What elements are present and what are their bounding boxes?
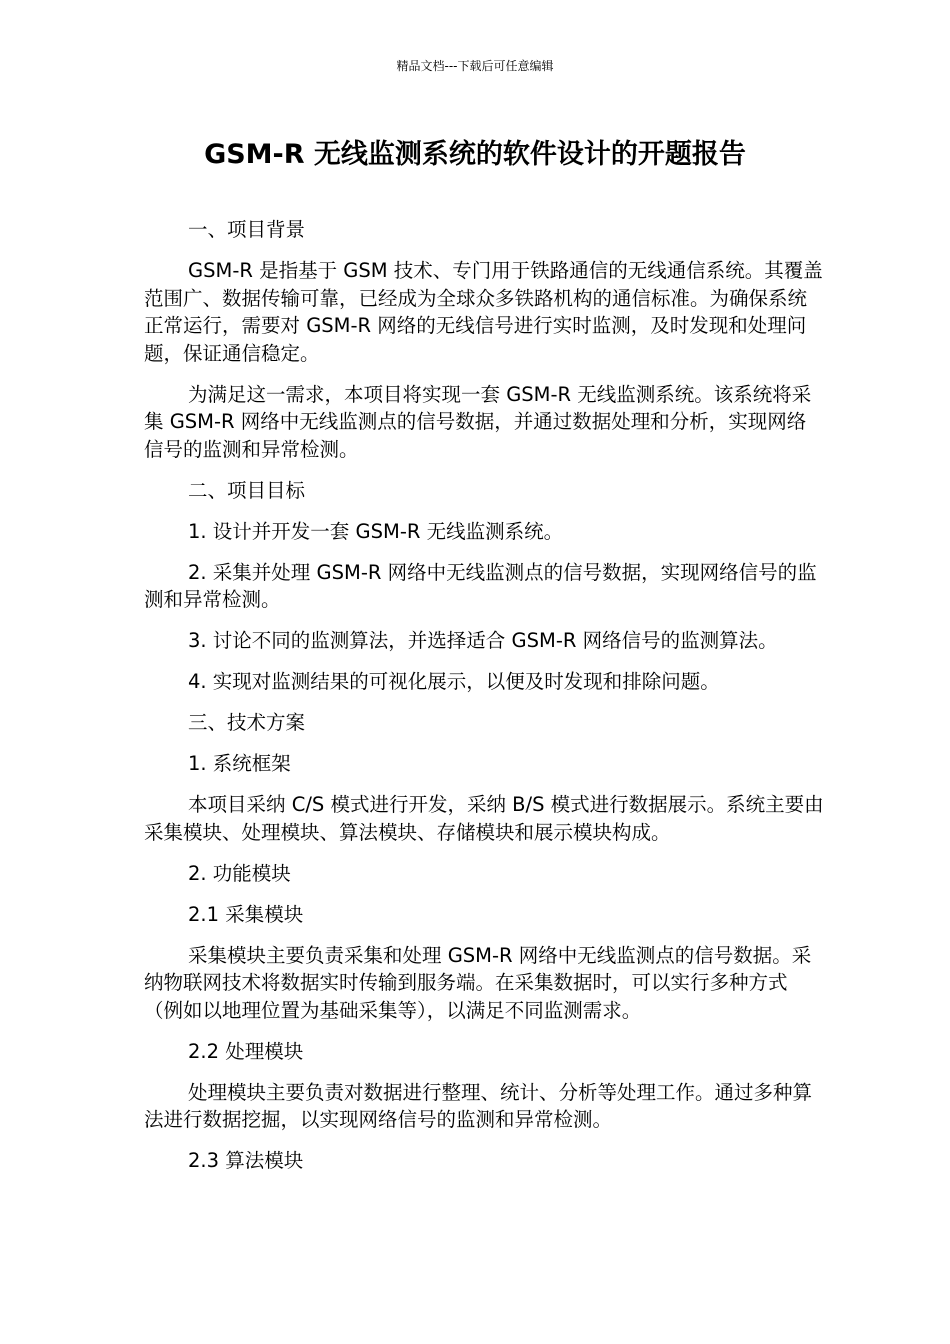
subheading-collection-module: 2.1 采集模块 <box>188 902 304 926</box>
subheading-processing-module: 2.2 处理模块 <box>188 1039 304 1063</box>
section-heading-technical-plan: 三、技术方案 <box>188 711 306 734</box>
paragraph-background-1: GSM-R 是指基于 GSM 技术、专门用于铁路通信的无线通信系统。其覆盖范围广、数据传输可靠，已经成为全球众多铁路机构的通信标准。为确保系统正常运行，需要对 GSM-R 网络的无线信号进行实时监测，及时发现和处理问题，保证通信稳定。 <box>144 259 823 365</box>
section-heading-goals: 二、项目目标 <box>188 478 306 502</box>
paragraph-system-framework: 本项目采纳 C/S 模式进行开发，采纳 B/S 模式进行数据展示。系统主要由采集模块、处理模块、算法模块、存储模块和展示模块构成。 <box>144 793 824 844</box>
paragraph-processing-module: 处理模块主要负责对数据进行整理、统计、分析等处理工作。通过多种算法进行数据挖掘，以实现网络信号的监测和异常检测。 <box>144 1080 813 1131</box>
paragraph-collection-module: 采集模块主要负责采集和处理 GSM-R 网络中无线监测点的信号数据。采纳物联网技术将数据实时传输到服务端。在采集数据时，可以实行多种方式（例如以地理位置为基础采集等），以满足不同监测需求。 <box>144 943 812 1022</box>
subheading-system-framework: 1. 系统框架 <box>188 752 291 775</box>
document-body <box>144 216 824 1188</box>
section-heading-background: 一、项目背景 <box>188 218 306 241</box>
subheading-function-modules: 2. 功能模块 <box>188 861 291 885</box>
document-title: GSM-R 无线监测系统的软件设计的开题报告 <box>204 139 746 170</box>
goal-item-2: 2. 采集并处理 GSM-R 网络中无线监测点的信号数据，实现网络信号的监测和异常检测。 <box>144 560 817 611</box>
paragraph-background-2: 为满足这一需求，本项目将实现一套 GSM-R 无线监测系统。该系统将采集 GSM-R 网络中无线监测点的信号数据，并通过数据处理和分析，实现网络信号的监测和异常检测。 <box>144 382 812 461</box>
subheading-algorithm-module: 2.3 算法模块 <box>188 1149 304 1172</box>
page-header-note: 精品文档---下载后可任意编辑 <box>396 59 554 73</box>
goal-item-1: 1. 设计并开发一套 GSM-R 无线监测系统。 <box>188 519 564 543</box>
goal-item-3: 3. 讨论不同的监测算法，并选择适合 GSM-R 网络信号的监测算法。 <box>188 629 778 652</box>
goal-item-4: 4. 实现对监测结果的可视化展示，以便及时发现和排除问题。 <box>188 670 720 693</box>
